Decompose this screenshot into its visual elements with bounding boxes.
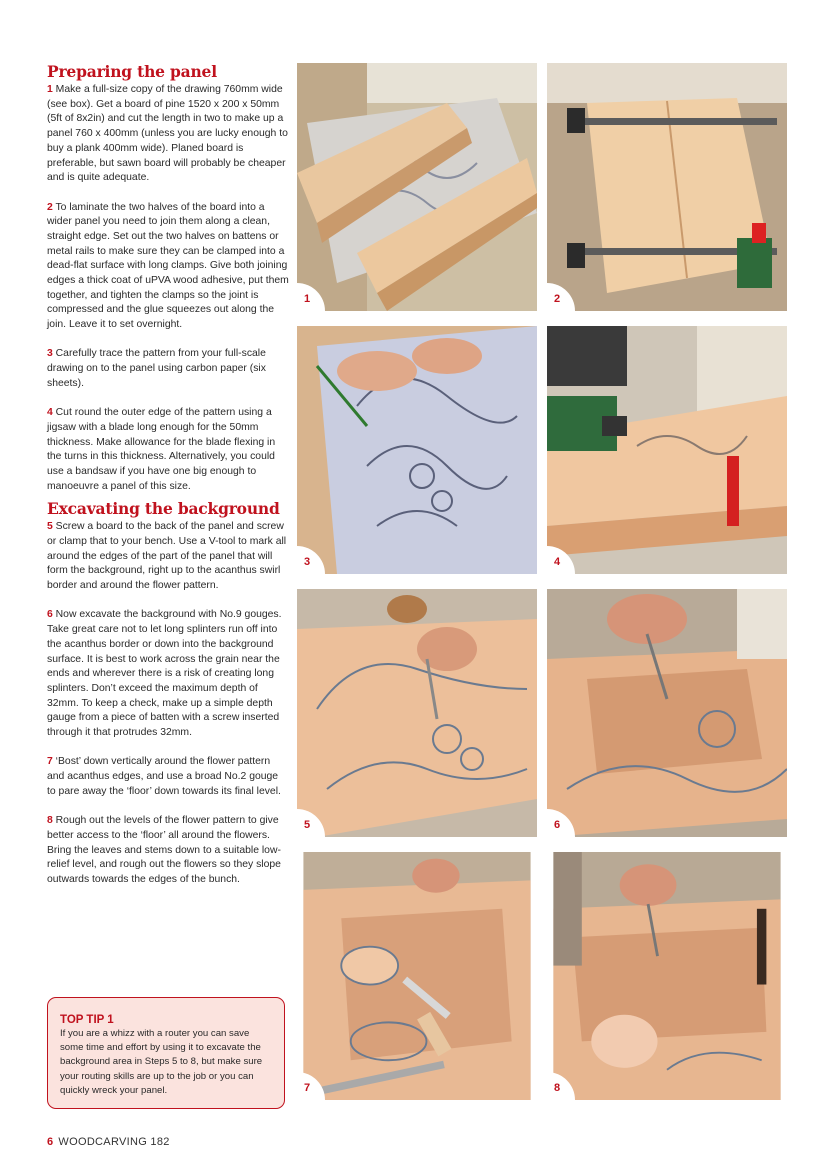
photo-number: 2: [547, 283, 575, 311]
step-number: 2: [47, 201, 53, 213]
photo-8-image: [547, 852, 787, 1100]
step-text: To laminate the two halves of the board into a wider panel you need to join them along a clean, straight edge. Set out the two halves on battens or metal rails to make sure they can be clamped into a dead-flat surface with long clamps. Give both joining edges a thick coat of uPVA wood adhesive, put them together, and tighten the clamps so the joint is compressed and the glue squeezes out along the join. Leave it to set overnight.: [47, 201, 289, 331]
tip-title: TOP TIP 1: [60, 1014, 114, 1026]
step-2: [47, 201, 289, 333]
step-text: Rough out the levels of the flower pattern to give better access to the ‘floor’ all around the flowers. Bring the leaves and stems down to a suitable low-relief level, and rough out the flowers so they slope outwards towards the edges of the bunch.: [47, 815, 281, 885]
step-3: [47, 347, 289, 391]
photo-3-image: [297, 326, 537, 574]
step-8: [47, 814, 289, 888]
step-text: Make a full-size copy of the drawing 760mm wide (see box). Get a board of pine 1520 x 200 x 50mm (5ft of 8x2in) and cut the length in two to make up a panel 760 x 400mm (unless you are lucky enough to buy a plank 400mm wide). Planed board is preferable, but sawn board will probably be cheaper and is quite adequate.: [47, 84, 288, 184]
step-5: [47, 520, 289, 594]
photo-2-image: [547, 63, 787, 311]
step-number: 3: [47, 348, 53, 360]
photo-number: 5: [297, 809, 325, 837]
step-number: 5: [47, 521, 53, 533]
photo-2: [547, 63, 787, 311]
step-text: Now excavate the background with No.9 gouges. Take great care not to let long splinters run off into the acanthus border or down into the background surface. It is best to work across the grain near the ends and wherever there is a risk of creating long splinters. Don’t exceed the maximum depth of 32mm. To keep a check, make up a simple depth gauge from a piece of batten with a screw inserted through it that protrudes 32mm.: [47, 609, 282, 739]
photo-8: [547, 852, 787, 1100]
photo-1: [297, 63, 537, 311]
photo-number: 7: [297, 1072, 325, 1100]
step-text: Cut round the outer edge of the pattern using a jigsaw with a blade long enough for the 50mm thickness. Make allowance for the blade flexing in the turns in this thickness. Alternatively, you could use a bandsaw if you have one big enough to manoeuvre a panel of this size.: [47, 407, 276, 492]
photo-3: [297, 326, 537, 574]
photo-number: 8: [547, 1072, 575, 1100]
photo-1-image: [297, 63, 537, 311]
photo-5-image: [297, 589, 537, 837]
section-heading-preparing: Preparing the panel: [47, 62, 217, 81]
page-number: 6: [47, 1136, 54, 1148]
photo-number: 6: [547, 809, 575, 837]
step-1: [47, 83, 289, 186]
step-4: [47, 406, 289, 494]
photo-7-image: [297, 852, 537, 1100]
step-number: 8: [47, 815, 53, 827]
photo-number: 3: [297, 546, 325, 574]
page-footer: [47, 1136, 170, 1148]
step-number: 7: [47, 756, 53, 768]
magazine-issue: WOODCARVING 182: [58, 1136, 170, 1148]
photo-4: [547, 326, 787, 574]
photo-4-image: [547, 326, 787, 574]
step-number: 1: [47, 84, 53, 95]
step-7: [47, 755, 289, 799]
photo-number: 4: [547, 546, 575, 574]
photo-7: [297, 852, 537, 1100]
photo-5: [297, 589, 537, 837]
step-6: [47, 608, 289, 740]
step-text: ‘Bost’ down vertically around the flower pattern and acanthus edges, and use a broad No.2 gouge to pare away the ‘floor’ down towards its final level.: [47, 756, 281, 797]
section-heading-excavating: Excavating the background: [47, 499, 280, 519]
photo-6: [547, 589, 787, 837]
photo-number: 1: [297, 283, 325, 311]
photo-6-image: [547, 589, 787, 837]
step-text: Screw a board to the back of the panel and screw or clamp that to your bench. Use a V-tool to mark all around the edges of the part of the panel that will form the background, right up to the acanthus swirl border and around the flower pattern.: [47, 521, 287, 592]
step-text: Carefully trace the pattern from your full-scale drawing on to the panel using carbon paper (six sheets).: [47, 348, 266, 389]
top-tip-box: [47, 997, 285, 1109]
step-number: 6: [47, 609, 53, 621]
article-text-column: [47, 63, 289, 902]
step-number: 4: [47, 407, 53, 419]
tip-text: If you are a whizz with a router you can save some time and effort by using it to excavate the background area in Steps 5 to 8, but make sure your routing skills are up to the job or you can quickly wreck your panel.: [60, 1028, 263, 1096]
